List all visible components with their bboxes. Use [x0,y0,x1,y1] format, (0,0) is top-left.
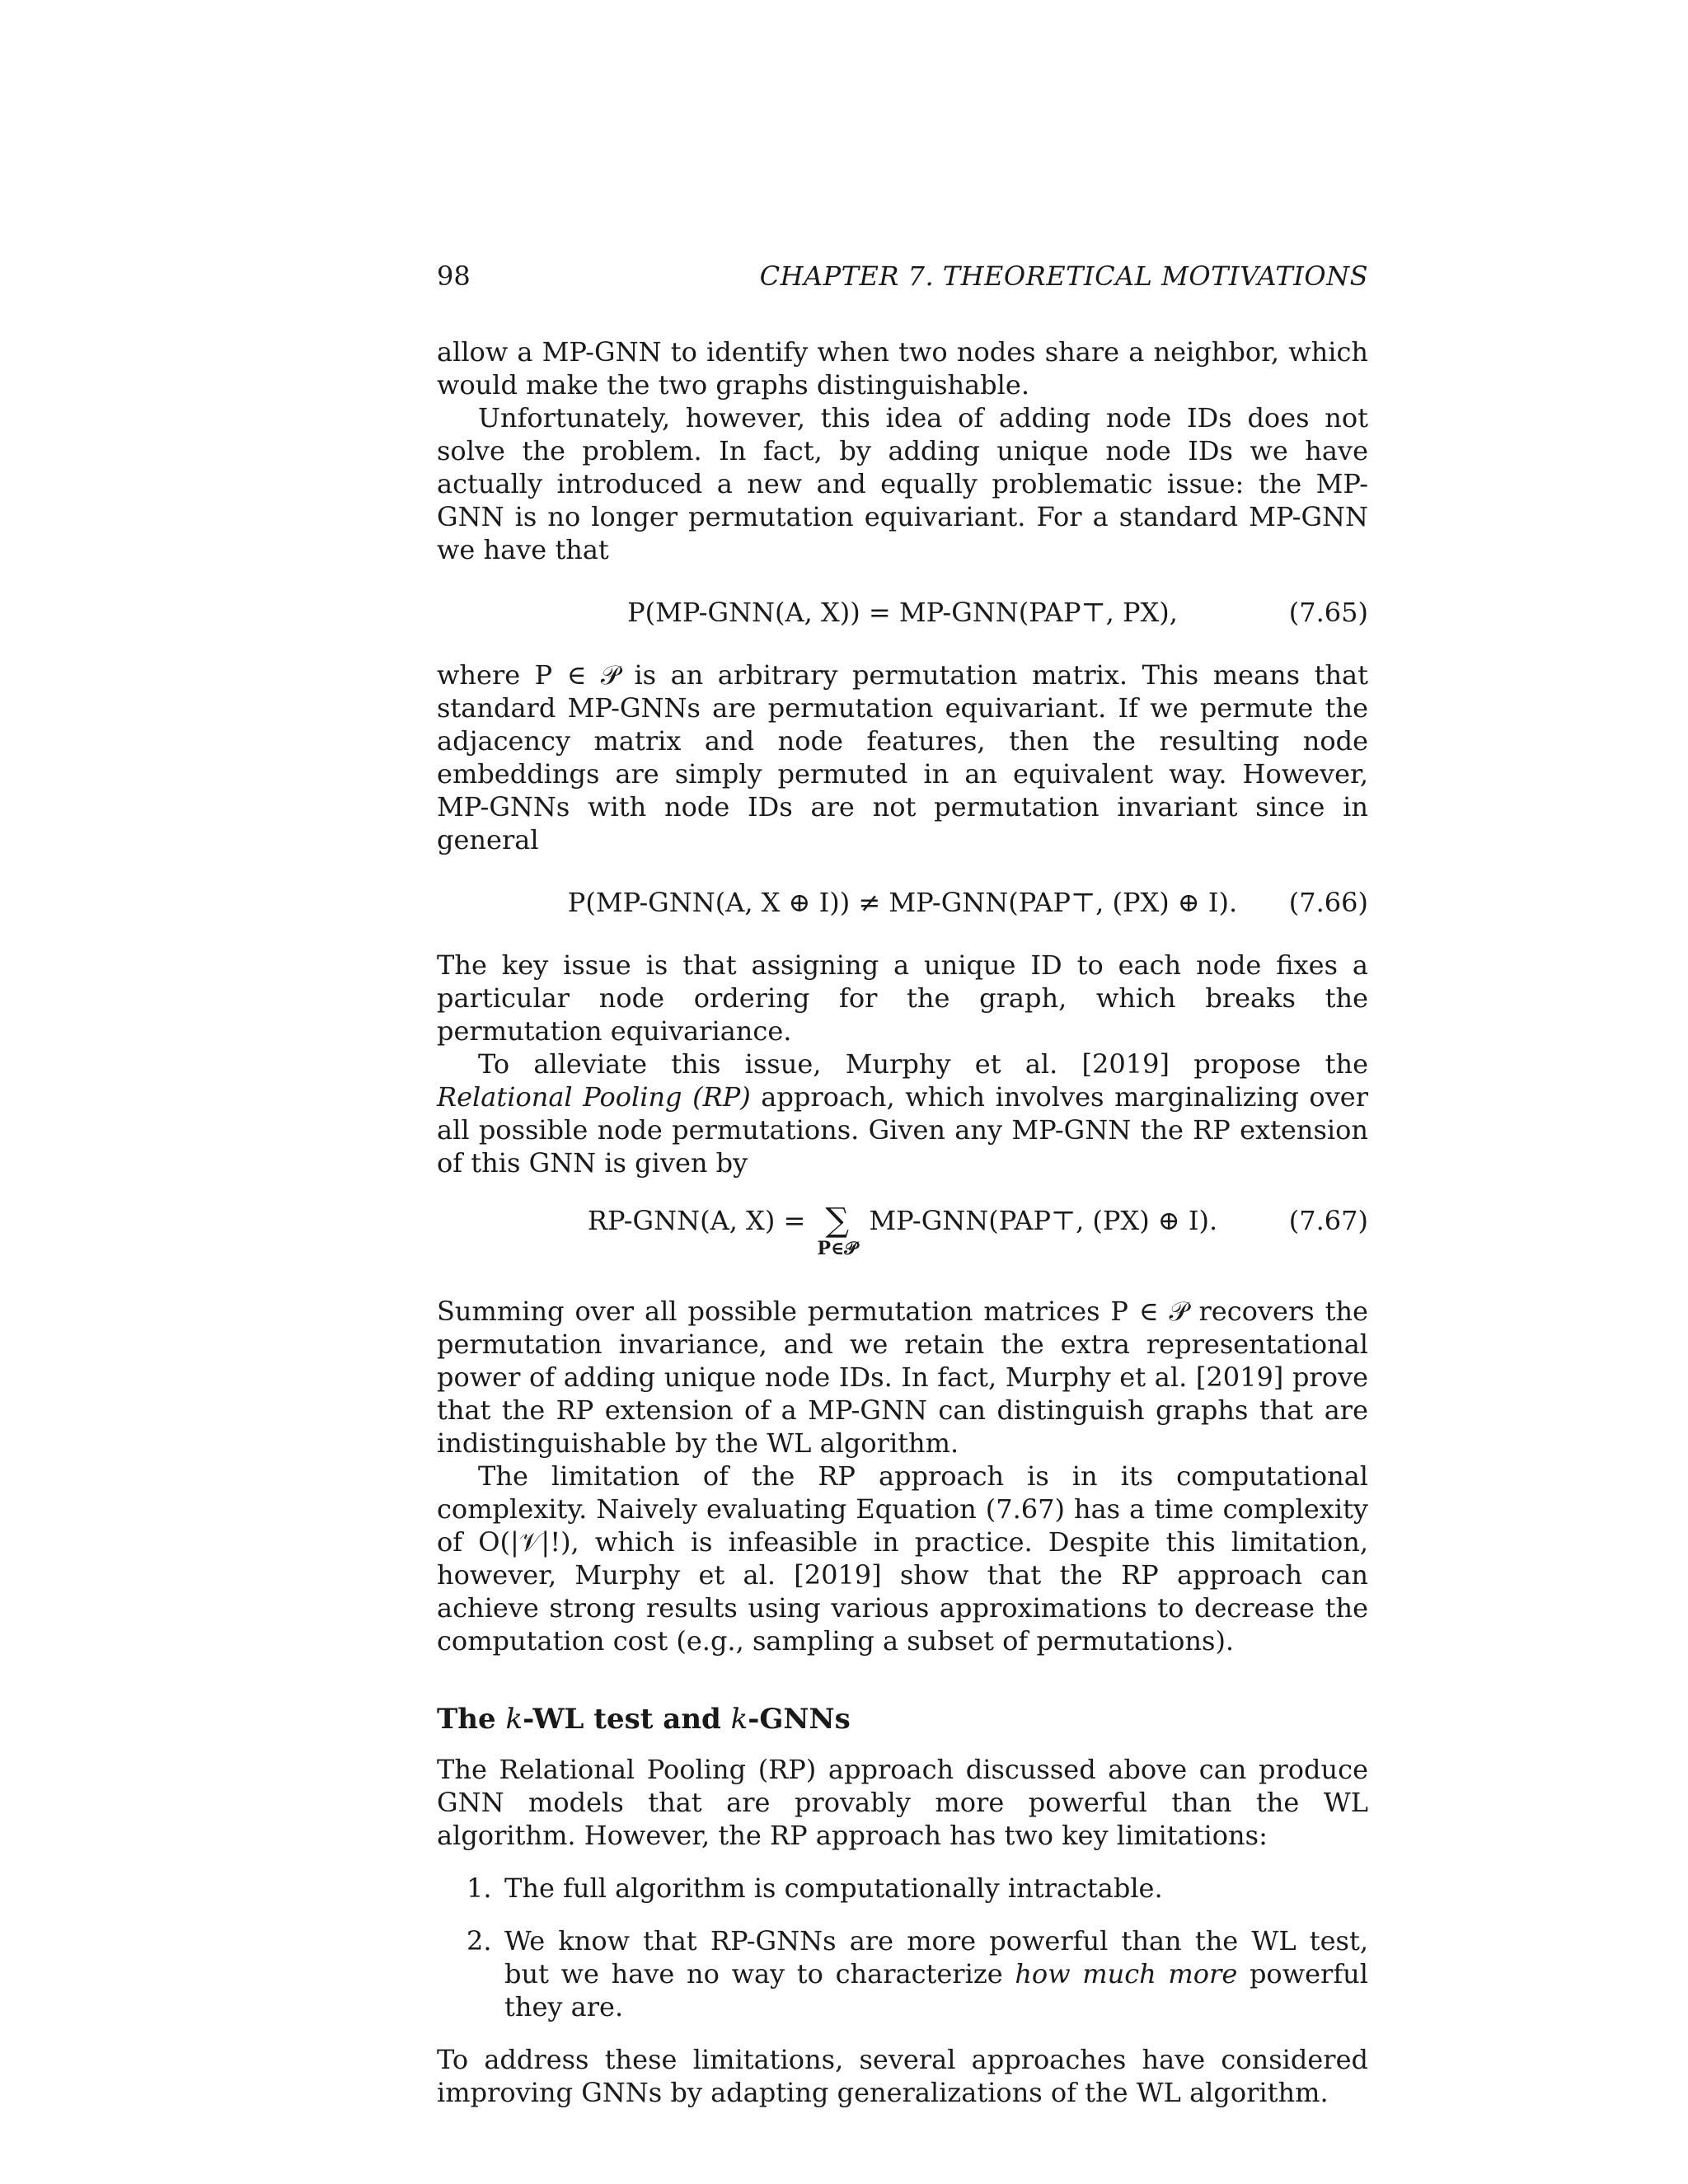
paragraph: The key issue is that assigning a unique ID to each node fixes a particular node ordering for the graph, which breaks the permutation equivariance. [437,949,1368,1047]
emphasis-text: Relational Pooling (RP) [437,1081,751,1113]
list-item-text: We know that RP-GNNs are more powerful than the WL test, but we have no way to characterize [504,1925,1368,1990]
heading-variable: k [730,1703,748,1736]
list-item-text: The full algorithm is computationally intractable. [504,1872,1163,1904]
heading-text: The [437,1703,506,1736]
list-item-text: powerful they are. [504,1958,1369,2022]
paragraph-text: approach, which involves marginalizing over all possible node permutations. Given any MP-GNN the RP extension of this GNN is given by [437,1081,1369,1179]
paragraph: The limitation of the RP approach is in its computational complexity. Naively evaluating Equation (7.67) has a time complexity of O(|𝒱|!), which is infeasible in practice. Despite this limitation, however, Murphy et al. [2019] show that the RP approach can achieve strong results using various approximations to decrease the computation cost (e.g., sampling a subset of permutations). [437,1460,1368,1657]
heading-text: -GNNs [748,1703,851,1736]
equation-formula: P(MP-GNN(A, X)) = MP-GNN(PAP⊤, PX), [627,597,1178,628]
list-item-number: 2. [467,1925,492,1957]
section-heading [437,1702,1368,1736]
running-title: CHAPTER 7. THEORETICAL MOTIVATIONS [759,260,1368,292]
list-item [437,1924,1368,2023]
equation-formula: P(MP-GNN(A, X ⊕ I)) ≠ MP-GNN(PAP⊤, (PX) ⊕ I). [567,887,1238,918]
limitations-list [437,1872,1368,2023]
paragraph: Summing over all possible permutation matrices P ∈ 𝒫 recovers the permutation invariance, and we retain the extra representational power of adding unique node IDs. In fact, Murphy et al. [2019] prove that the RP extension of a MP-GNN can distinguish graphs that are indistinguishable by the WL algorithm. [437,1296,1368,1459]
paragraph [437,1047,1368,1179]
paragraph: allow a MP-GNN to identify when two nodes share a neighbor, which would make the two graphs distinguishable. [437,336,1368,401]
paragraph-text: To alleviate this issue, Murphy et al. [2019] propose the [478,1048,1368,1080]
equation-number: (7.65) [1288,597,1368,628]
emphasis-text: how much more [1015,1958,1238,1990]
paragraph: Unfortunately, however, this idea of adding node IDs does not solve the problem. In fact, by adding unique node IDs we have actually introduced a new and equally problematic issue: the MP-GNN is no longer permutation equivariant. For a standard MP-GNN we have that [437,402,1368,565]
equation-formula [437,1204,1368,1260]
page-header [437,260,1368,293]
heading-text: -WL test and [523,1703,731,1736]
paragraph: The Relational Pooling (RP) approach discussed above can produce GNN models that are provably more powerful than the WL algorithm. However, the RP approach has two key limitations: [437,1754,1368,1851]
sigma-glyph: ∑ [825,1202,850,1240]
list-item [437,1872,1368,1905]
equation-7-66 [437,886,1368,919]
paper-page [437,260,1368,2109]
summation-subscript: P∈𝒫 [817,1238,858,1259]
paragraph: where P ∈ 𝒫 is an arbitrary permutation matrix. This means that standard MP-GNNs are permutation equivariant. If we permute the adjacency matrix and node features, then the resulting node embeddings are simply permuted in an equivalent way. However, MP-GNNs with node IDs are not permutation invariant since in general [437,659,1368,855]
equation-7-67 [437,1204,1368,1277]
equation-lhs: RP-GNN(A, X) = [587,1205,806,1236]
equation-7-65 [437,596,1368,629]
heading-variable: k [505,1703,523,1736]
equation-number: (7.66) [1288,887,1368,918]
equation-number: (7.67) [1288,1205,1368,1236]
page-number: 98 [437,260,471,292]
equation-rhs: MP-GNN(PAP⊤, (PX) ⊕ I). [869,1205,1218,1236]
list-item-number: 1. [467,1872,492,1904]
summation-symbol [817,1204,857,1260]
paragraph: To address these limitations, several approaches have considered improving GNNs by adapting generalizations of the WL algorithm. [437,2044,1368,2108]
